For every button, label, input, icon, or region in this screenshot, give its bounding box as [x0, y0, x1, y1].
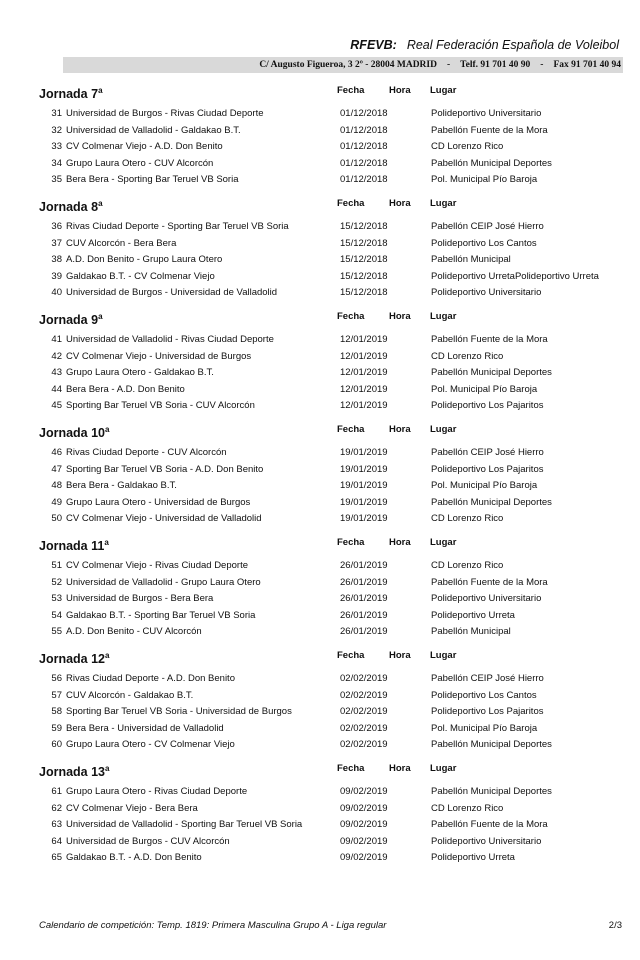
match-date: 02/02/2019	[340, 706, 388, 718]
match-row	[0, 351, 640, 368]
match-teams: CUV Alcorcón - Galdakao B.T.	[66, 689, 194, 701]
match-row	[0, 673, 640, 690]
jornada-header	[0, 651, 640, 673]
match-teams: Rivas Ciudad Deporte - A.D. Don Benito	[66, 673, 235, 684]
federation-abbr: RFEVB:	[350, 38, 397, 52]
match-number: 46	[51, 447, 62, 458]
match-date: 12/01/2019	[340, 383, 388, 395]
match-teams: CV Colmenar Viejo - A.D. Don Benito	[66, 141, 223, 153]
match-teams: Grupo Laura Otero - Universidad de Burgos	[66, 496, 251, 508]
column-fecha: Fecha	[337, 763, 365, 774]
match-date: 19/01/2019	[340, 480, 388, 492]
match-row	[0, 108, 640, 125]
match-venue: CD Lorenzo Rico	[431, 560, 504, 571]
match-row	[0, 464, 640, 481]
phone-text: Telf. 91 701 40 90	[460, 60, 531, 70]
jornada-title	[39, 651, 109, 666]
match-number: 48	[51, 480, 62, 492]
match-number: 50	[51, 513, 62, 525]
match-teams: Universidad de Valladolid - Sporting Bar Teruel VB Soria	[66, 819, 303, 831]
match-row	[0, 497, 640, 514]
match-teams: Galdakao B.T. - Sporting Bar Teruel VB Soria	[66, 609, 256, 621]
column-hora: Hora	[389, 85, 411, 96]
match-venue: Polideportivo Los Pajaritos	[431, 706, 544, 718]
jornada-ordinal: a	[105, 651, 110, 660]
match-number: 55	[51, 626, 62, 638]
match-row	[0, 739, 640, 756]
match-venue: Polideportivo UrretaPolideportivo Urreta	[431, 270, 599, 282]
match-teams: CV Colmenar Viejo - Bera Bera	[66, 802, 198, 814]
federation-title	[0, 38, 619, 52]
match-teams: Galdakao B.T. - CV Colmenar Viejo	[66, 270, 215, 282]
jornada-ordinal: a	[98, 312, 103, 321]
match-date: 26/01/2019	[340, 609, 388, 621]
jornada-section	[0, 86, 640, 191]
match-teams: CV Colmenar Viejo - Rivas Ciudad Deporte	[66, 560, 248, 571]
match-teams: Bera Bera - A.D. Don Benito	[66, 383, 185, 395]
match-row	[0, 125, 640, 142]
match-row	[0, 480, 640, 497]
match-teams: CV Colmenar Viejo - Universidad de Burgos	[66, 350, 252, 362]
match-venue: Pabellón Fuente de la Mora	[431, 334, 548, 345]
match-number: 31	[51, 108, 62, 119]
match-number: 41	[51, 334, 62, 345]
column-fecha: Fecha	[337, 650, 365, 661]
match-venue: Polideportivo Los Cantos	[431, 689, 537, 701]
match-venue: Polideportivo Urreta	[431, 609, 515, 621]
match-row	[0, 158, 640, 175]
match-number: 47	[51, 463, 62, 475]
jornada-ordinal: a	[104, 538, 109, 547]
match-number: 49	[51, 496, 62, 508]
match-row	[0, 852, 640, 869]
jornada-ordinal: a	[98, 199, 103, 208]
match-teams: Universidad de Burgos - Universidad de Valladolid	[66, 287, 278, 299]
column-lugar: Lugar	[430, 650, 457, 661]
address-text: C/ Augusto Figueroa, 3 2º - 28004 MADRID	[259, 60, 437, 70]
jornada-header	[0, 425, 640, 447]
column-hora: Hora	[389, 537, 411, 548]
match-venue: Polideportivo Los Pajaritos	[431, 400, 544, 412]
match-row	[0, 706, 640, 723]
jornada-ordinal: a	[105, 425, 110, 434]
match-row	[0, 400, 640, 417]
match-row	[0, 367, 640, 384]
match-number: 62	[51, 802, 62, 814]
match-teams: Bera Bera - Galdakao B.T.	[66, 480, 177, 492]
match-date: 19/01/2019	[340, 447, 388, 458]
match-venue: Polideportivo Universitario	[431, 835, 542, 847]
match-date: 12/01/2019	[340, 334, 388, 345]
jornada-title	[39, 425, 109, 440]
match-venue: Pabellón Fuente de la Mora	[431, 819, 548, 831]
column-hora: Hora	[389, 763, 411, 774]
match-date: 19/01/2019	[340, 513, 388, 525]
match-date: 19/01/2019	[340, 463, 388, 475]
match-venue: Pabellón CEIP José Hierro	[431, 447, 544, 458]
match-row	[0, 577, 640, 594]
match-venue: Pol. Municipal Pío Baroja	[431, 383, 538, 395]
jornada-section	[0, 764, 640, 869]
match-number: 38	[51, 254, 62, 266]
match-venue: Pol. Municipal Pío Baroja	[431, 174, 538, 186]
jornada-label: Jornada 11	[39, 539, 105, 554]
match-teams: Bera Bera - Sporting Bar Teruel VB Soria	[66, 174, 239, 186]
match-venue: CD Lorenzo Rico	[431, 350, 504, 362]
column-fecha: Fecha	[337, 424, 365, 435]
match-teams: Rivas Ciudad Deporte - CUV Alcorcón	[66, 447, 227, 458]
match-date: 01/12/2018	[340, 174, 388, 186]
match-date: 12/01/2019	[340, 367, 388, 379]
match-teams: A.D. Don Benito - CUV Alcorcón	[66, 626, 202, 638]
match-venue: Pol. Municipal Pío Baroja	[431, 480, 538, 492]
match-venue: Polideportivo Los Cantos	[431, 237, 537, 249]
column-lugar: Lugar	[430, 311, 457, 322]
match-venue: Pabellón Municipal Deportes	[431, 786, 552, 797]
match-date: 09/02/2019	[340, 852, 388, 864]
match-number: 39	[51, 270, 62, 282]
jornada-label: Jornada 12	[39, 652, 106, 667]
column-lugar: Lugar	[430, 424, 457, 435]
match-number: 37	[51, 237, 62, 249]
match-venue: Polideportivo Universitario	[431, 593, 542, 605]
match-date: 26/01/2019	[340, 593, 388, 605]
match-date: 01/12/2018	[340, 141, 388, 153]
match-teams: Grupo Laura Otero - Rivas Ciudad Deporte	[66, 786, 248, 797]
match-date: 26/01/2019	[340, 560, 388, 571]
match-teams: Rivas Ciudad Deporte - Sporting Bar Teruel VB Soria	[66, 221, 289, 232]
match-number: 65	[51, 852, 62, 864]
match-number: 54	[51, 609, 62, 621]
match-row	[0, 593, 640, 610]
column-lugar: Lugar	[430, 537, 457, 548]
fax-text: Fax 91 701 40 94	[553, 60, 621, 70]
match-row	[0, 786, 640, 803]
federation-name: Real Federación Española de Voleibol	[406, 38, 619, 52]
match-teams: Sporting Bar Teruel VB Soria - Universidad de Burgos	[66, 706, 292, 718]
match-teams: A.D. Don Benito - Grupo Laura Otero	[66, 254, 223, 266]
jornada-ordinal: a	[98, 86, 103, 95]
match-date: 09/02/2019	[340, 802, 388, 814]
jornada-ordinal: a	[105, 764, 110, 773]
match-teams: Sporting Bar Teruel VB Soria - A.D. Don Benito	[66, 463, 264, 475]
column-fecha: Fecha	[337, 537, 365, 548]
match-number: 64	[51, 835, 62, 847]
match-number: 51	[51, 560, 62, 571]
match-number: 63	[51, 819, 62, 831]
match-venue: Pol. Municipal Pío Baroja	[431, 722, 538, 734]
match-number: 36	[51, 221, 62, 232]
match-date: 15/12/2018	[340, 287, 388, 299]
match-row	[0, 238, 640, 255]
jornada-label: Jornada 9	[39, 313, 99, 328]
match-row	[0, 271, 640, 288]
match-number: 60	[51, 739, 62, 751]
jornada-section	[0, 651, 640, 756]
match-venue: Pabellón CEIP José Hierro	[431, 221, 544, 232]
match-date: 12/01/2019	[340, 400, 388, 412]
match-venue: Polideportivo Universitario	[431, 287, 542, 299]
match-row	[0, 254, 640, 271]
match-teams: CV Colmenar Viejo - Universidad de Valladolid	[66, 513, 262, 525]
jornada-header	[0, 538, 640, 560]
jornada-title	[39, 764, 109, 779]
match-row	[0, 221, 640, 238]
address-sep-2: -	[540, 60, 544, 70]
match-teams: Universidad de Valladolid - Galdakao B.T.	[66, 124, 241, 136]
match-row	[0, 610, 640, 627]
match-row	[0, 723, 640, 740]
match-teams: Grupo Laura Otero - CV Colmenar Viejo	[66, 739, 235, 751]
match-row	[0, 560, 640, 577]
jornada-title	[39, 86, 103, 101]
match-date: 01/12/2018	[340, 157, 388, 169]
column-lugar: Lugar	[430, 198, 457, 209]
match-teams: Grupo Laura Otero - CUV Alcorcón	[66, 157, 214, 169]
match-date: 02/02/2019	[340, 689, 388, 701]
match-row	[0, 513, 640, 530]
column-fecha: Fecha	[337, 311, 365, 322]
match-teams: Universidad de Burgos - Rivas Ciudad Deporte	[66, 108, 264, 119]
match-row	[0, 447, 640, 464]
jornada-header	[0, 764, 640, 786]
column-lugar: Lugar	[430, 85, 457, 96]
column-hora: Hora	[389, 424, 411, 435]
match-row	[0, 836, 640, 853]
match-row	[0, 334, 640, 351]
match-number: 61	[51, 786, 62, 797]
match-date: 19/01/2019	[340, 496, 388, 508]
match-number: 35	[51, 174, 62, 186]
match-date: 01/12/2018	[340, 108, 388, 119]
match-venue: Pabellón Municipal Deportes	[431, 496, 552, 508]
jornada-label: Jornada 7	[39, 87, 99, 102]
match-venue: Pabellón Municipal Deportes	[431, 367, 552, 379]
match-date: 09/02/2019	[340, 819, 388, 831]
column-fecha: Fecha	[337, 198, 365, 209]
match-venue: CD Lorenzo Rico	[431, 141, 504, 153]
match-date: 02/02/2019	[340, 673, 388, 684]
match-number: 56	[51, 673, 62, 684]
match-teams: Bera Bera - Universidad de Valladolid	[66, 722, 224, 734]
match-number: 52	[51, 576, 62, 588]
match-venue: Pabellón Municipal Deportes	[431, 157, 552, 169]
match-number: 40	[51, 287, 62, 299]
match-row	[0, 174, 640, 191]
jornada-title	[39, 538, 109, 553]
match-date: 15/12/2018	[340, 221, 388, 232]
match-venue: Pabellón Municipal Deportes	[431, 739, 552, 751]
match-date: 15/12/2018	[340, 237, 388, 249]
match-number: 44	[51, 383, 62, 395]
match-row	[0, 626, 640, 643]
jornada-section	[0, 425, 640, 530]
match-date: 01/12/2018	[340, 124, 388, 136]
match-number: 57	[51, 689, 62, 701]
match-teams: Sporting Bar Teruel VB Soria - CUV Alcorcón	[66, 400, 255, 412]
match-venue: CD Lorenzo Rico	[431, 802, 504, 814]
match-date: 09/02/2019	[340, 786, 388, 797]
match-number: 42	[51, 350, 62, 362]
column-hora: Hora	[389, 311, 411, 322]
match-teams: Grupo Laura Otero - Galdakao B.T.	[66, 367, 214, 379]
page-number: 2/3	[608, 920, 622, 931]
match-row	[0, 384, 640, 401]
match-teams: Universidad de Valladolid - Grupo Laura Otero	[66, 576, 261, 588]
jornada-title	[39, 312, 103, 327]
match-venue: Polideportivo Los Pajaritos	[431, 463, 544, 475]
match-date: 26/01/2019	[340, 576, 388, 588]
jornada-header	[0, 199, 640, 221]
match-teams: CUV Alcorcón - Bera Bera	[66, 237, 177, 249]
match-date: 09/02/2019	[340, 835, 388, 847]
jornada-title	[39, 199, 103, 214]
column-lugar: Lugar	[430, 763, 457, 774]
jornada-header	[0, 312, 640, 334]
address-sep-1: -	[446, 60, 451, 70]
match-date: 02/02/2019	[340, 722, 388, 734]
jornada-label: Jornada 10	[39, 426, 106, 441]
match-venue: Pabellón Fuente de la Mora	[431, 124, 548, 136]
match-number: 33	[51, 141, 62, 153]
jornada-section	[0, 538, 640, 643]
match-number: 32	[51, 124, 62, 136]
jornada-section	[0, 199, 640, 304]
match-row	[0, 141, 640, 158]
match-date: 15/12/2018	[340, 270, 388, 282]
match-date: 26/01/2019	[340, 626, 388, 638]
match-teams: Universidad de Burgos - Bera Bera	[66, 593, 214, 605]
match-venue: CD Lorenzo Rico	[431, 513, 504, 525]
match-number: 59	[51, 722, 62, 734]
match-number: 43	[51, 367, 62, 379]
match-date: 12/01/2019	[340, 350, 388, 362]
column-fecha: Fecha	[337, 85, 365, 96]
match-row	[0, 819, 640, 836]
column-hora: Hora	[389, 650, 411, 661]
jornada-header	[0, 86, 640, 108]
match-venue: Pabellón CEIP José Hierro	[431, 673, 544, 684]
match-row	[0, 690, 640, 707]
jornada-section	[0, 312, 640, 417]
jornada-label: Jornada 13	[39, 765, 106, 780]
match-number: 53	[51, 593, 62, 605]
match-row	[0, 803, 640, 820]
match-teams: Universidad de Valladolid - Rivas Ciudad Deporte	[66, 334, 274, 345]
match-venue: Polideportivo Universitario	[431, 108, 542, 119]
jornada-label: Jornada 8	[39, 200, 99, 215]
match-venue: Pabellón Municipal	[431, 254, 511, 266]
match-teams: Universidad de Burgos - CUV Alcorcón	[66, 835, 230, 847]
footer	[39, 920, 622, 931]
match-venue: Pabellón Municipal	[431, 626, 511, 638]
match-date: 02/02/2019	[340, 739, 388, 751]
footer-text: Calendario de competición: Temp. 1819: Primera Masculina Grupo A - Liga regular	[39, 920, 387, 931]
match-number: 45	[51, 400, 62, 412]
match-number: 34	[51, 157, 62, 169]
match-venue: Pabellón Fuente de la Mora	[431, 576, 548, 588]
column-hora: Hora	[389, 198, 411, 209]
match-number: 58	[51, 706, 62, 718]
address-bar	[63, 57, 623, 73]
match-venue: Polideportivo Urreta	[431, 852, 515, 864]
match-row	[0, 287, 640, 304]
match-teams: Galdakao B.T. - A.D. Don Benito	[66, 852, 202, 864]
match-date: 15/12/2018	[340, 254, 388, 266]
